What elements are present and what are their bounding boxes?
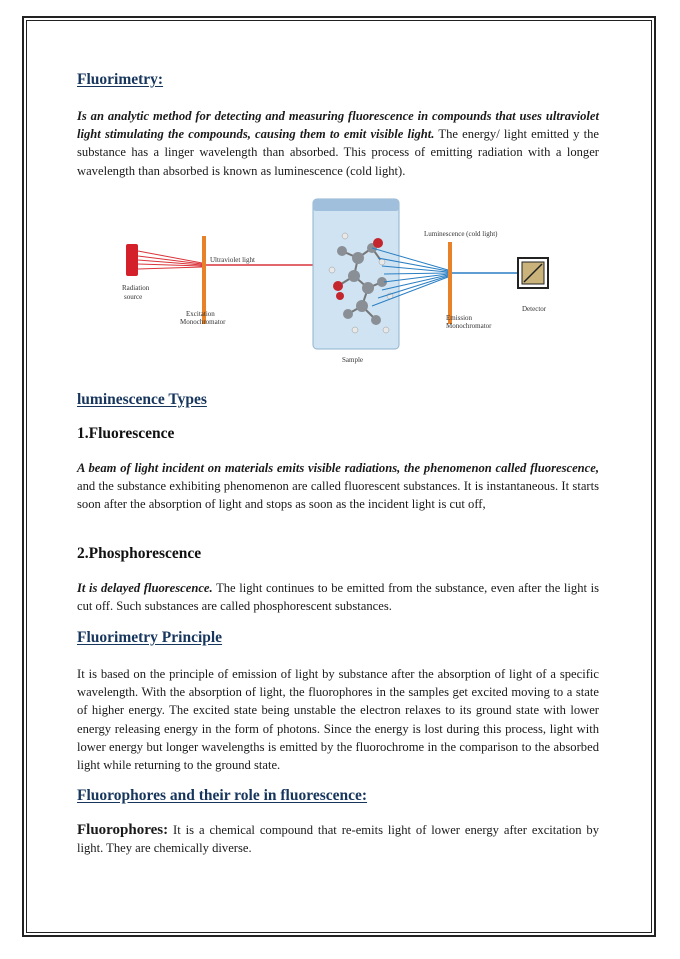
label-excitation-1: Excitation [186, 310, 215, 318]
heading-fluorophores: Fluorophores and their role in fluorescence: [77, 787, 368, 804]
heading-fluorimetry-principle: Fluorimetry Principle [77, 629, 223, 646]
phosphorescence-paragraph [77, 579, 599, 615]
intro-regular-text: The energy/ light emitted y the substance has a linger wavelength than absorbed. This process of emitting radiation with a longer wavelength than absorbed is known as luminescence (cold light). [77, 127, 599, 178]
label-luminescence: Luminescence (cold light) [424, 230, 498, 238]
principle-paragraph: It is based on the principle of emission of light by substance after the absorption of light of a specific wavelength. With the absorption of light, the fluorophores in the samples get excited moving to a state of higher energy. The excited state being unstable the electron relaxes to its ground state with lower energy releasing energy in the form of photons. Since the energy is lost during this process, light with lower energy but longer wavelengths is emitted by the fluorochrome in the comparison to the absorbed light while returning to the ground state. [77, 667, 599, 773]
intro-paragraph [77, 107, 599, 180]
emission-monochromator [448, 242, 452, 324]
fluorimeter-diagram [110, 196, 570, 368]
label-radiation-source-1: Radiation [122, 284, 150, 292]
fluorophores-paragraph [77, 821, 599, 857]
source-rays [138, 251, 202, 269]
label-emission-2: Monochromator [446, 322, 492, 330]
subheading-phosphorescence: 2.Phosphorescence [77, 545, 202, 562]
intro-bold-text: Is an analytic method for detecting and measuring fluorescence in compounds that uses ultraviolet light stimulating the compounds, causing them to emit visible light. [77, 109, 599, 142]
cuvette-cap [313, 199, 399, 211]
fluorescence-paragraph [77, 459, 599, 514]
subheading-fluorescence: 1.Fluorescence [77, 425, 175, 442]
fluorophores-definition: It is a chemical compound that re-emits light of lower energy after excitation by light. They are chemically diverse. [77, 823, 599, 856]
heading-luminescence-types: luminescence Types [77, 391, 207, 408]
label-uv-light: Ultraviolet light [210, 256, 255, 264]
heading-fluorimetry: Fluorimetry: [77, 71, 164, 88]
fluorescence-bold-text: A beam of light incident on materials emits visible radiations, the phenomenon called fluorescence, [77, 461, 599, 475]
fluorophores-term: Fluorophores: [77, 822, 169, 838]
radiation-source-lamp [126, 244, 138, 276]
label-sample: Sample [342, 356, 363, 364]
phosphorescence-bold-text: It is delayed fluorescence. [77, 581, 213, 595]
label-radiation-source-2: source [124, 293, 143, 301]
phosphorescence-regular-text: The light continues to be emitted from the substance, even after the light is cut off. Such substances are called phosphorescent substances. [77, 581, 599, 614]
label-emission-1: Emission [446, 314, 473, 322]
label-detector: Detector [522, 305, 547, 313]
label-excitation-2: Monochromator [180, 318, 226, 326]
fluorescence-regular-text: and the substance exhibiting phenomenon are called fluorescent substances. It is instantaneous. It starts soon after the absorption of light and stops as soon as the incident light is cut off, [77, 479, 599, 512]
